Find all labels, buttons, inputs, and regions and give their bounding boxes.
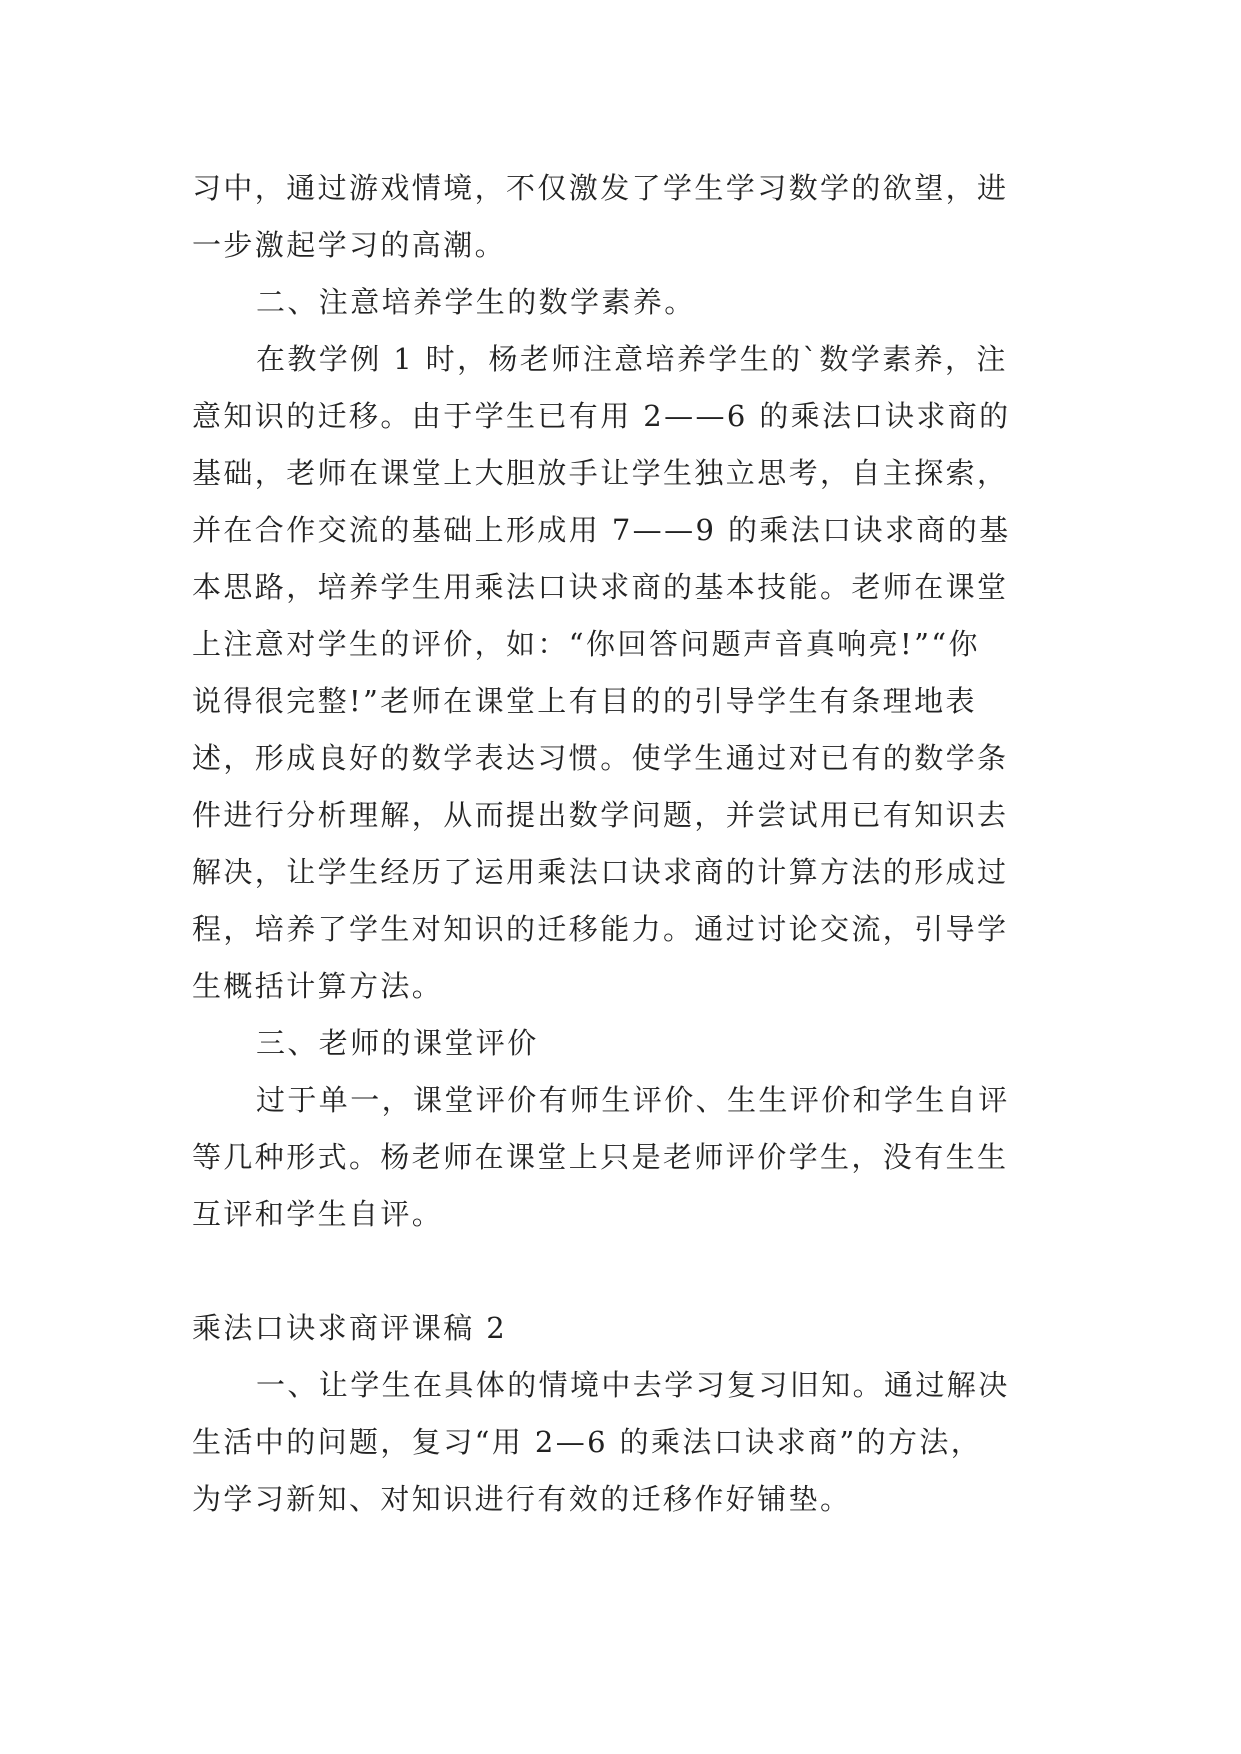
paragraph-line: 生概括计算方法。 — [192, 969, 444, 1003]
paragraph-line: 生活中的问题，复习“用 2—6 的乘法口诀求商”的方法， — [192, 1425, 983, 1459]
paragraph-line: 一步激起学习的高潮。 — [192, 228, 507, 262]
document-title: 乘法口诀求商评课稿 2 — [192, 1311, 508, 1345]
document-body — [192, 160, 1058, 1528]
paragraph-line: 并在合作交流的基础上形成用 7——9 的乘法口诀求商的基 — [192, 513, 1011, 547]
paragraph-line: 一、让学生在具体的情境中去学习复习旧知。通过解决 — [256, 1368, 1010, 1402]
paragraph-line: 在教学例 1 时，杨老师注意培养学生的`数学素养，注 — [256, 342, 1008, 376]
paragraph-line: 件进行分析理解，从而提出数学问题，并尝试用已有知识去 — [192, 798, 1009, 832]
paragraph-line: 习中，通过游戏情境，不仅激发了学生学习数学的欲望，进 — [192, 171, 1009, 205]
paragraph-line: 上注意对学生的评价，如：“你回答问题声音真响亮!”“你 — [192, 627, 980, 661]
paragraph-line: 说得很完整!”老师在课堂上有目的的引导学生有条理地表 — [192, 684, 977, 718]
paragraph-line: 过于单一，课堂评价有师生评价、生生评价和学生自评 — [256, 1083, 1010, 1117]
paragraph-line: 意知识的迁移。由于学生已有用 2——6 的乘法口诀求商的 — [192, 399, 1011, 433]
paragraph-line: 基础，老师在课堂上大胆放手让学生独立思考，自主探索， — [192, 456, 1009, 490]
paragraph-line: 互评和学生自评。 — [192, 1197, 444, 1231]
paragraph-line: 述，形成良好的数学表达习惯。使学生通过对已有的数学条 — [192, 741, 1009, 775]
paragraph-line: 本思路，培养学生用乘法口诀求商的基本技能。老师在课堂 — [192, 570, 1009, 604]
section-heading: 三、老师的课堂评价 — [256, 1026, 539, 1060]
paragraph-line: 程，培养了学生对知识的迁移能力。通过讨论交流，引导学 — [192, 912, 1009, 946]
paragraph-line: 为学习新知、对知识进行有效的迁移作好铺垫。 — [192, 1482, 852, 1516]
section-heading: 二、注意培养学生的数学素养。 — [256, 285, 696, 319]
paragraph-line: 解决，让学生经历了运用乘法口诀求商的计算方法的形成过 — [192, 855, 1009, 889]
paragraph-line: 等几种形式。杨老师在课堂上只是老师评价学生，没有生生 — [192, 1140, 1009, 1174]
blank-line — [192, 1243, 1058, 1300]
